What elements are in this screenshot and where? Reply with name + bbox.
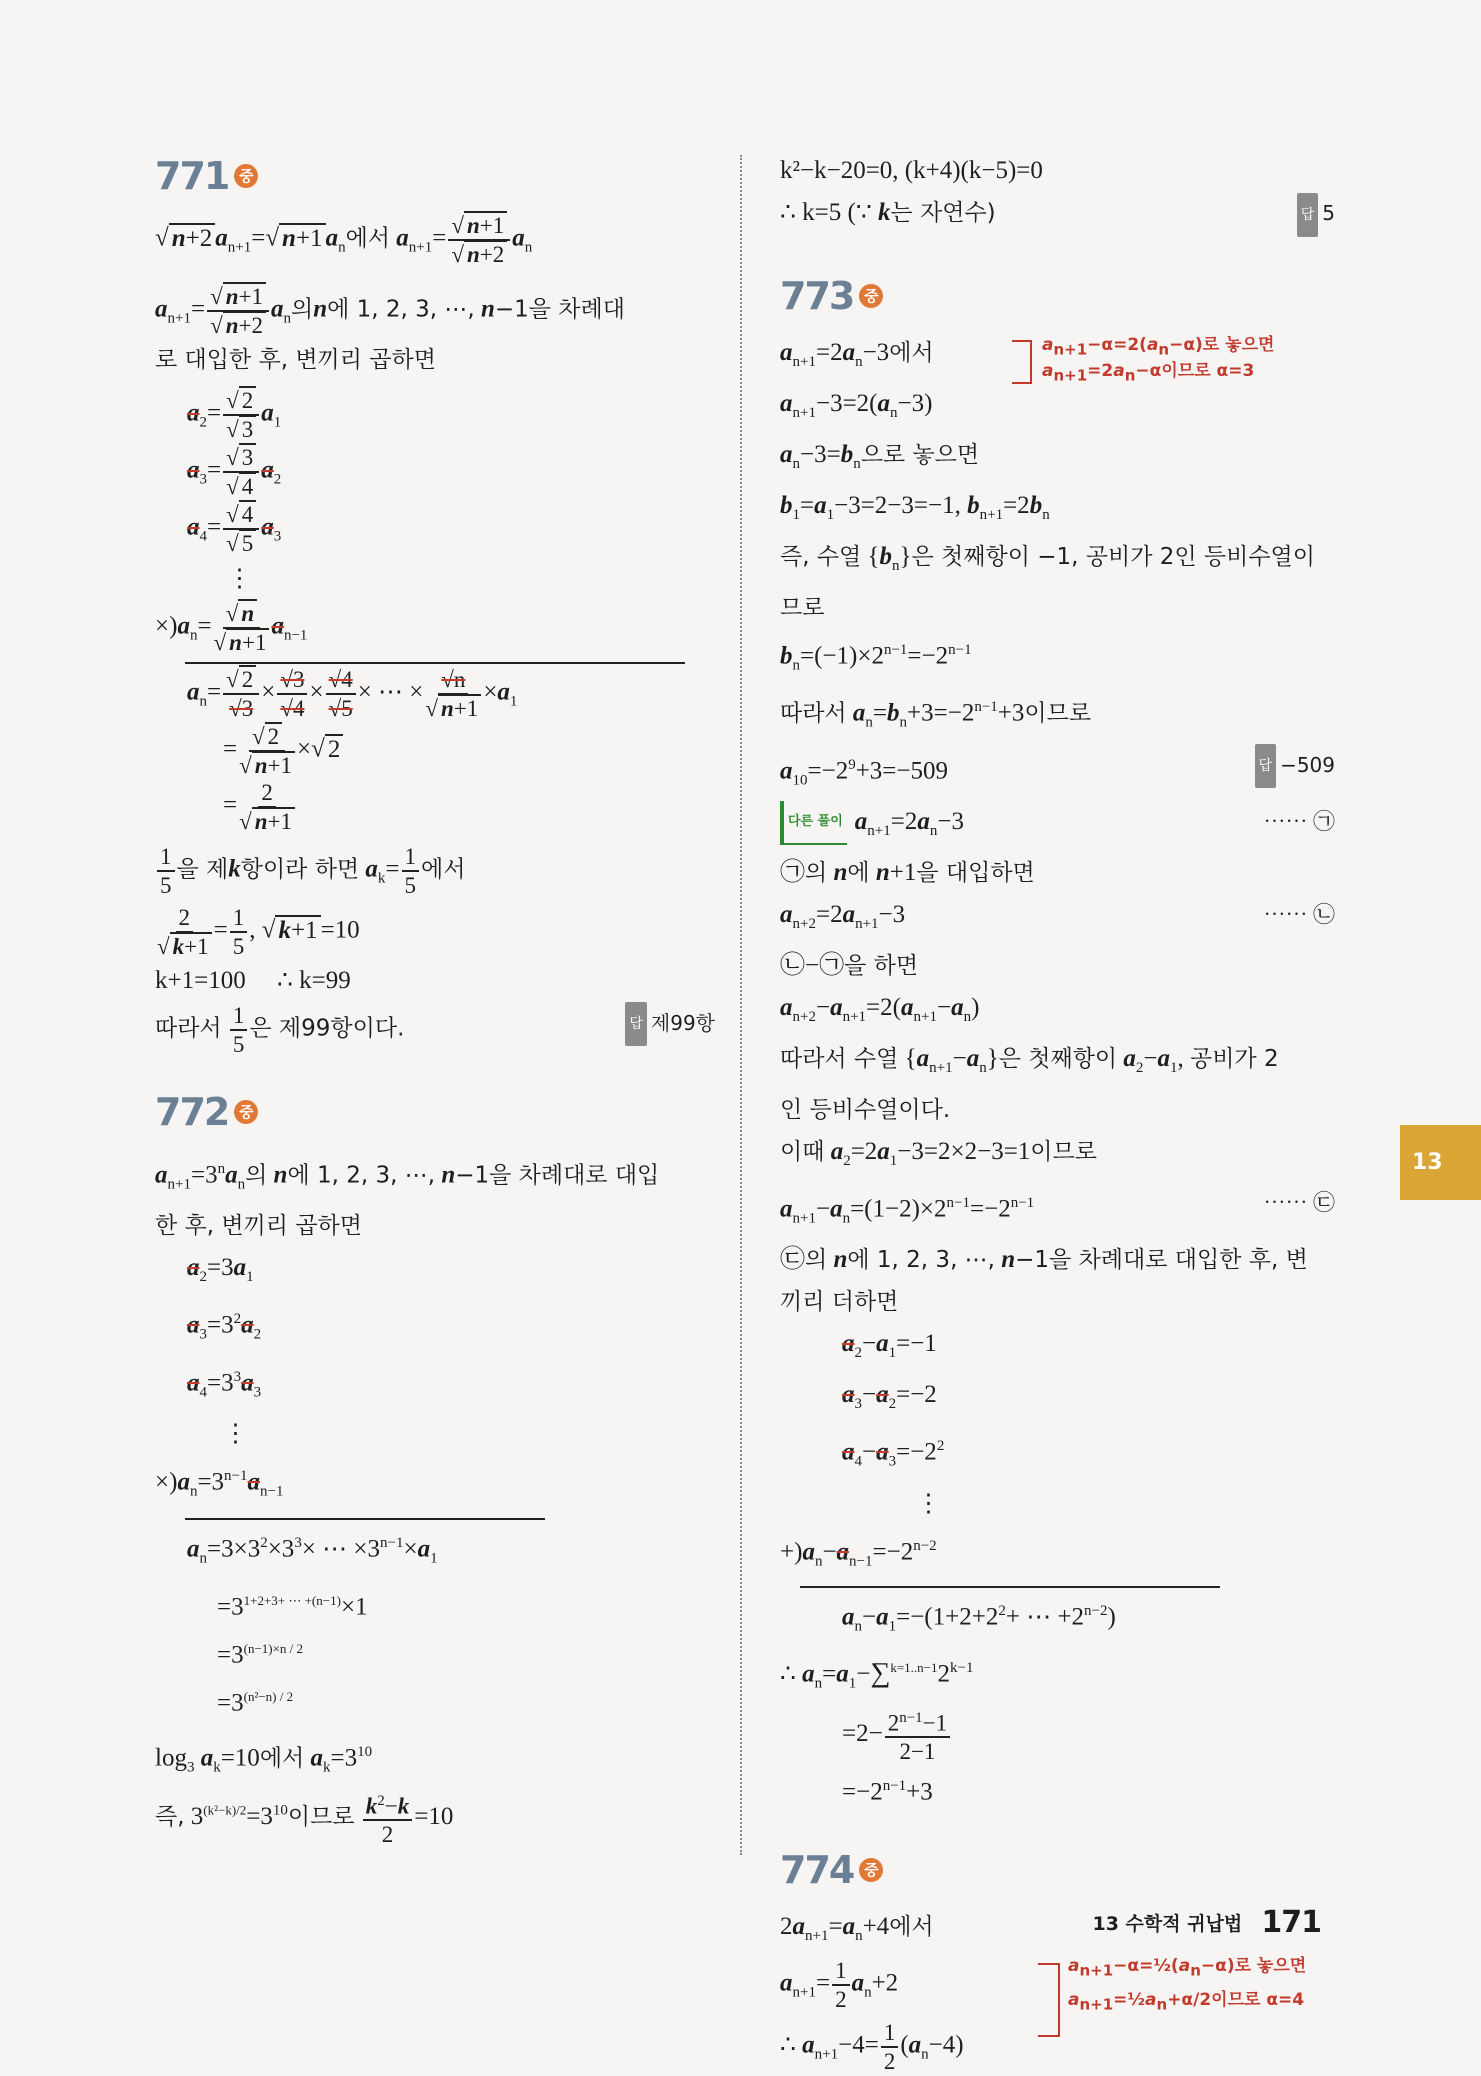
equation: $a_2-a_1=-1$ [842,1330,937,1362]
equation: $\times)a_n=3^{n-1}a_{n-1}$ [155,1467,284,1500]
equation: $a_{n+2}=2a_{n+1}-3$ ⋯⋯ ㉡ [780,894,1335,945]
equation: 즉, $3^{(k^2-k)/2}=3^{10}$이므로 $\frac{k^2-k}{2}$ =10 [155,1788,715,1849]
rule [185,1518,545,1520]
problem-number: 772 [155,1089,229,1134]
equation: $a_{n+1}=3^na_n$의 n에 1, 2, 3, ⋯, n−1을 차례대로 대입 [155,1160,660,1193]
answer: 답 5 [1297,192,1335,237]
equation: ㉡−㉠을 하면 [780,951,919,979]
equation: $a_{n+1}-3=2(a_n-3)$ [780,390,933,421]
equation: $a_4=$ $\frac{√ 4}{√ 5}$ $a_3$ [187,501,282,556]
equation-tag: ⋯⋯ ㉢ [1263,1189,1335,1215]
answer: 답 −509 [1255,744,1335,789]
equation: = $\frac{√ 2}{√ n+1}$ ×√ 2 [155,723,715,779]
equation: $b_n=(-1)\times 2^{n-1}=-2^{n-1}$ [780,642,972,674]
text-line: 한 후, 변끼리 곱하면 [155,1213,362,1240]
chapter-tab: 13 [1400,1125,1481,1200]
equation: ㉢의 n에 1, 2, 3, ⋯, n−1을 차례대로 대입한 후, 변 [780,1246,1308,1274]
equation-tag: ⋯⋯ ㉠ [1263,808,1335,834]
problem-number: 774 [780,1847,854,1892]
equation: $a_{n+2}-a_{n+1}=2(a_{n+1}-a_n)$ [780,993,980,1025]
equation: $a_4-a_3=-2^2$ [842,1438,945,1470]
left-column [155,150,715,1848]
equation: $a_{n+1}=2a_n-3$에서 $a_{n+1}-\alpha=2(a_n-\alpha)$로 놓으면 $a_{n+1}=2a_n-\alpha$이므로 α=3 [780,335,1275,385]
page-number: 171 [1261,1905,1321,1940]
equation: $a_n-a_1=-(1+2+2^2+$ ⋯ $+2^{n-2}$) [842,1602,1116,1635]
vdots: ⋮ [916,1489,941,1517]
equation: k²−k−20=0, (k+4)(k−5)=0 [780,157,1043,184]
difficulty-badge: 중 [859,284,883,308]
equation: k+1=100 ∴ k=99 [155,966,351,994]
equation: $a_n-3=b_n$으로 놓으면 [780,441,980,472]
problem-773-header [780,270,1335,322]
text-line: 인 등비수열이다. [780,1096,951,1123]
text-line: 로 대입한 후, 변끼리 곱하면 [155,347,436,374]
equation: $+)a_n-a_{n-1}=-2^{n-2}$ [780,1537,937,1569]
chapter-title: 13 수학적 귀납법 [1092,1913,1243,1935]
equation: $b_1=a_1-3=2-3=-1$, $b_{n+1}=2b_n$ [780,492,1050,523]
equation: $\frac{2}{√ k+1}$ = $\frac{1}{5}$ , √ k+1 =10 [157,904,360,959]
equation: ∴ k=5 (∵ k는 자연수) 답 5 [780,192,1335,234]
problem-number: 771 [155,154,229,198]
hint-bracket [1012,340,1032,384]
equation: 따라서 수열 $\{a_{n+1}-a_n\}$은 첫째항이 $a_2-a_1$, 공비가 2 [780,1044,1279,1076]
text-line: 끼리 더하면 [780,1289,899,1316]
equation: ㉠의 n에 n+1을 대입하면 [780,858,1035,886]
equation: $a_4=3^3a_3$ [187,1368,262,1400]
equation: $a_3-a_2=-2$ [842,1381,937,1413]
equation: $a_3=$ $\frac{√ 3}{√ 4}$ $a_2$ [187,445,282,500]
equation: $=3^{(n^2-n) / 2}$ [217,1689,294,1717]
equation: $\log_3 a_k=10$에서 $a_k=3^{10}$ [155,1743,373,1775]
right-column [780,150,1335,2076]
answer-icon: 답 [1255,744,1277,788]
equation: $a_{n+1}-a_n=(1-2)\times 2^{n-1}=-2^{n-1}$ ⋯⋯ ㉢ [780,1182,1335,1239]
equation: =2− $\frac{2^{n-1}-1}{2-1}$ [780,1705,1335,1766]
difficulty-badge: 중 [859,1858,883,1882]
rule [185,662,685,664]
hint-note: $a_{n+1}-\alpha=\frac{1}{2}(a_n-\alpha)$로 놓으면 $a_{n+1}=\frac{1}{2}a_n+\alpha/2$이므로 α=4 [1068,1955,1307,2014]
equation: $a_{10}=-2^9+3=-509$ 답 −509 [780,744,1335,801]
equation: $\times)a_n=$ $\frac{√ n}{√ n+1}$ $a_{n-1}$ [155,600,308,655]
hint-note: $a_{n+1}-\alpha=2(a_n-\alpha)$로 놓으면 $a_{n+1}=2a_n-\alpha$이므로 α=3 [1042,335,1275,385]
problem-number: 773 [780,274,854,318]
conclusion: 따라서 $\frac{1}{5}$ 은 제99항이다. 답 제99항 [155,1002,715,1057]
equation: $a_n=3\times 3^2\times 3^3\times$ ⋯ $\times 3^{n-1}\times a_1$ [187,1535,438,1567]
equation: $2a_{n+1}=a_n+4$에서 [780,1912,934,1944]
equation: $a_n=$ $\frac{√ 2}{√3}$ × $\frac{√3}{√4}$ × $\frac{√4}{√5}$ × ⋯ × $\frac{√n}{√ n+1}$ $\times a_1$ [187,667,518,722]
equation-tag: ⋯⋯ ㉡ [1263,901,1335,927]
problem-771-header [155,150,715,202]
column-divider [740,155,742,1855]
equation: $=3^{1+2+3+ \cdots +(n-1)}\times 1$ [217,1592,368,1620]
equation: $=-2^{n-1}+3$ [842,1778,933,1806]
equation: $\frac{1}{5}$ 을 제k항이라 하면 $a_k=$ $\frac{1}{5}$ 에서 [155,843,715,900]
equation: $a_2=3a_1$ [187,1254,254,1286]
equation: 이때 $a_2=2a_1-3=2\times 2-3=1$이므로 [780,1137,1097,1169]
page-footer [1092,1905,1321,1940]
alt-solution-label: 다른 풀이 [780,801,847,845]
equation: 다른 풀이 $a_{n+1}=2a_n-3$ ⋯⋯ ㉠ [780,801,1335,852]
equation: $=3^{(n-1)\times n / 2}$ [217,1640,304,1669]
problem-772-header [155,1086,715,1138]
problem-774-header [780,1844,1335,1896]
answer-icon: 답 [625,1002,647,1046]
equation: ∴ $a_n=a_1-\sum^{k=1..n-1}2^{k-1}$ [780,1657,974,1692]
equation: $a_3=3^2a_2$ [187,1311,262,1343]
answer: 답 제99항 [625,1002,715,1047]
difficulty-badge: 중 [234,1100,258,1124]
equation: 즉, 수열 $\{b_n\}$은 첫째항이 −1, 공비가 2인 등비수열이 [780,543,1315,574]
vdots: ⋮ [227,564,252,592]
rule [800,1586,1220,1588]
answer-icon: 답 [1297,193,1319,237]
difficulty-badge: 중 [234,164,258,188]
vdots: ⋮ [223,1419,248,1447]
equation: 따라서 $a_n=b_n+3=-2^{n-1}+3$이므로 [780,699,1092,731]
equation: = $\frac{2}{√ n+1}$ [155,779,715,835]
equation: $a_{n+1}=$ $\frac{1}{2}$ $a_n+2$ $a_{n+1}-\alpha=\frac{1}{2}(a_n-\alpha)$로 놓으면 $a_{n+1}=\frac{1}{2}a_n+\alpha/2$이므로 α=4 [780,1957,1335,2014]
equation: $a_{n+1}=$ $\frac{√ n+1}{√ n+2}$ $a_n$의n에 1, 2, 3, ⋯, n−1을 차례대 [155,283,625,338]
text-line: 므로 [780,595,825,621]
equation: $a_2=$ $\frac{√ 2}{√ 3}$ $a_1$ [187,388,282,443]
equation: √ n+2 $a_{n+1}=√$ n+1 $a_n$에서 $a_{n+1}=$ $\frac{√ n+1}{√ n+2}$ $a_n$ [155,213,533,267]
equation: ∴ $a_{n+1}-4=$ $\frac{1}{2}$ $(a_n-4)$ [780,2020,964,2075]
